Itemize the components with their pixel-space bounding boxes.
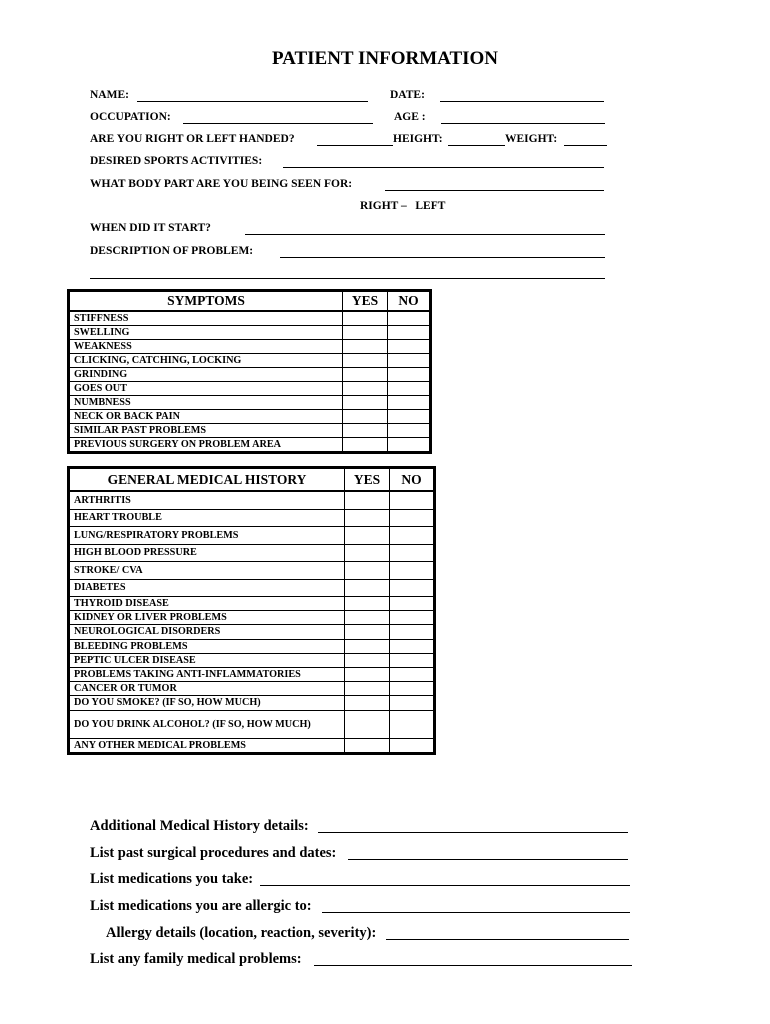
row-label: DO YOU DRINK ALCOHOL? (IF SO, HOW MUCH) [69,710,345,738]
yes-checkbox-cell[interactable] [345,544,390,562]
yes-checkbox-cell[interactable] [345,639,390,653]
table-row [69,340,431,354]
no-checkbox-cell[interactable] [390,579,435,597]
when-start-label: WHEN DID IT START? [90,222,211,234]
no-checkbox-cell[interactable] [388,311,431,326]
no-checkbox-cell[interactable] [390,682,435,696]
row-label: CANCER OR TUMOR [69,682,345,696]
yes-checkbox-cell[interactable] [345,625,390,639]
table-row [69,579,435,597]
date-label: DATE: [390,89,425,101]
no-checkbox-cell[interactable] [390,639,435,653]
yes-checkbox-cell[interactable] [343,382,388,396]
medical-history-table [67,466,436,755]
weight-field[interactable] [564,145,607,146]
no-checkbox-cell[interactable] [390,667,435,681]
yes-checkbox-cell[interactable] [345,682,390,696]
no-checkbox-cell[interactable] [388,340,431,354]
table-row [69,311,431,326]
row-label: GOES OUT [69,382,343,396]
row-label: GRINDING [69,368,343,382]
symptoms-no-header: NO [388,291,431,312]
yes-checkbox-cell[interactable] [343,354,388,368]
table-row [69,738,435,753]
surgical-field[interactable] [348,859,628,860]
height-field[interactable] [448,145,505,146]
table-row [69,491,435,509]
yes-checkbox-cell[interactable] [343,424,388,438]
table-row [69,424,431,438]
row-label: PROBLEMS TAKING ANTI-INFLAMMATORIES [69,667,345,681]
allergic-field[interactable] [322,912,630,913]
no-checkbox-cell[interactable] [390,710,435,738]
table-row [69,438,431,453]
yes-checkbox-cell[interactable] [343,311,388,326]
allergy-details-field[interactable] [386,939,629,940]
yes-checkbox-cell[interactable] [345,509,390,527]
yes-checkbox-cell[interactable] [345,562,390,580]
yes-checkbox-cell[interactable] [343,410,388,424]
medications-label: List medications you take: [90,871,254,887]
no-checkbox-cell[interactable] [390,597,435,611]
body-part-label: WHAT BODY PART ARE YOU BEING SEEN FOR: [90,178,353,190]
row-label: PREVIOUS SURGERY ON PROBLEM AREA [69,438,343,453]
no-checkbox-cell[interactable] [388,368,431,382]
history-header: GENERAL MEDICAL HISTORY [69,468,345,492]
additional-history-label: Additional Medical History details: [90,818,309,834]
occupation-field[interactable] [183,123,373,124]
age-label: AGE : [394,111,426,123]
yes-checkbox-cell[interactable] [343,438,388,453]
table-row [69,682,435,696]
right-left-option[interactable]: RIGHT – LEFT [360,200,446,212]
row-label: ANY OTHER MEDICAL PROBLEMS [69,738,345,753]
row-label: CLICKING, CATCHING, LOCKING [69,354,343,368]
no-checkbox-cell[interactable] [390,738,435,753]
no-checkbox-cell[interactable] [390,544,435,562]
age-field[interactable] [441,123,605,124]
no-checkbox-cell[interactable] [388,438,431,453]
handed-label: ARE YOU RIGHT OR LEFT HANDED? [90,133,295,145]
yes-checkbox-cell[interactable] [345,710,390,738]
no-checkbox-cell[interactable] [388,382,431,396]
table-row [69,396,431,410]
medications-field[interactable] [260,885,630,886]
no-checkbox-cell[interactable] [388,396,431,410]
yes-checkbox-cell[interactable] [345,579,390,597]
no-checkbox-cell[interactable] [388,354,431,368]
table-row [69,667,435,681]
yes-checkbox-cell[interactable] [345,597,390,611]
yes-checkbox-cell[interactable] [345,491,390,509]
symptoms-yes-header: YES [343,291,388,312]
row-label: WEAKNESS [69,340,343,354]
yes-checkbox-cell[interactable] [345,527,390,545]
yes-checkbox-cell[interactable] [345,667,390,681]
symptoms-table [67,289,432,454]
row-label: LUNG/RESPIRATORY PROBLEMS [69,527,345,545]
row-label: BLEEDING PROBLEMS [69,639,345,653]
additional-history-field[interactable] [318,832,628,833]
history-yes-header: YES [345,468,390,492]
allergy-details-label: Allergy details (location, reaction, severity): [106,925,377,941]
yes-checkbox-cell[interactable] [345,653,390,667]
table-row [69,625,435,639]
name-field[interactable] [137,101,368,102]
no-checkbox-cell[interactable] [390,509,435,527]
yes-checkbox-cell[interactable] [343,340,388,354]
table-row [69,544,435,562]
row-label: NEUROLOGICAL DISORDERS [69,625,345,639]
row-label: NUMBNESS [69,396,343,410]
description-label: DESCRIPTION OF PROBLEM: [90,245,254,257]
no-checkbox-cell[interactable] [390,625,435,639]
row-label: HIGH BLOOD PRESSURE [69,544,345,562]
no-checkbox-cell[interactable] [390,611,435,625]
allergic-label: List medications you are allergic to: [90,898,312,914]
handed-field[interactable] [317,145,393,146]
history-no-header: NO [390,468,435,492]
yes-checkbox-cell[interactable] [345,611,390,625]
description-field[interactable] [280,257,605,258]
family-label: List any family medical problems: [90,951,302,967]
row-label: NECK OR BACK PAIN [69,410,343,424]
row-label: THYROID DISEASE [69,597,345,611]
row-label: DO YOU SMOKE? (IF SO, HOW MUCH) [69,696,345,710]
row-label: STROKE/ CVA [69,562,345,580]
no-checkbox-cell[interactable] [390,527,435,545]
page-title: PATIENT INFORMATION [271,48,499,69]
height-label: HEIGHT: [393,133,443,145]
row-label: HEART TROUBLE [69,509,345,527]
date-field[interactable] [440,101,604,102]
table-row [69,509,435,527]
table-row [69,527,435,545]
no-checkbox-cell[interactable] [388,410,431,424]
row-label: STIFFNESS [69,311,343,326]
table-row [69,562,435,580]
table-row [69,653,435,667]
yes-checkbox-cell[interactable] [343,396,388,410]
table-row [69,710,435,738]
table-row [69,382,431,396]
weight-label: WEIGHT: [505,133,558,145]
row-label: SIMILAR PAST PROBLEMS [69,424,343,438]
table-row [69,368,431,382]
sports-label: DESIRED SPORTS ACTIVITIES: [90,155,263,167]
description-field-line-2[interactable] [90,278,605,279]
yes-checkbox-cell[interactable] [343,368,388,382]
table-row [69,597,435,611]
no-checkbox-cell[interactable] [390,491,435,509]
table-row [69,410,431,424]
table-row [69,326,431,340]
table-row [69,611,435,625]
body-part-field[interactable] [385,190,604,191]
when-start-field[interactable] [245,234,605,235]
table-row [69,696,435,710]
symptoms-header: SYMPTOMS [69,291,343,312]
no-checkbox-cell[interactable] [390,696,435,710]
row-label: ARTHRITIS [69,491,345,509]
table-row [69,354,431,368]
no-checkbox-cell[interactable] [390,562,435,580]
table-row [69,639,435,653]
no-checkbox-cell[interactable] [388,424,431,438]
family-field[interactable] [314,965,632,966]
surgical-label: List past surgical procedures and dates: [90,845,337,861]
row-label: PEPTIC ULCER DISEASE [69,653,345,667]
name-label: NAME: [90,89,129,101]
row-label: KIDNEY OR LIVER PROBLEMS [69,611,345,625]
sports-field[interactable] [283,167,604,168]
occupation-label: OCCUPATION: [90,111,171,123]
row-label: SWELLING [69,326,343,340]
no-checkbox-cell[interactable] [388,326,431,340]
yes-checkbox-cell[interactable] [343,326,388,340]
yes-checkbox-cell[interactable] [345,696,390,710]
row-label: DIABETES [69,579,345,597]
yes-checkbox-cell[interactable] [345,738,390,753]
no-checkbox-cell[interactable] [390,653,435,667]
